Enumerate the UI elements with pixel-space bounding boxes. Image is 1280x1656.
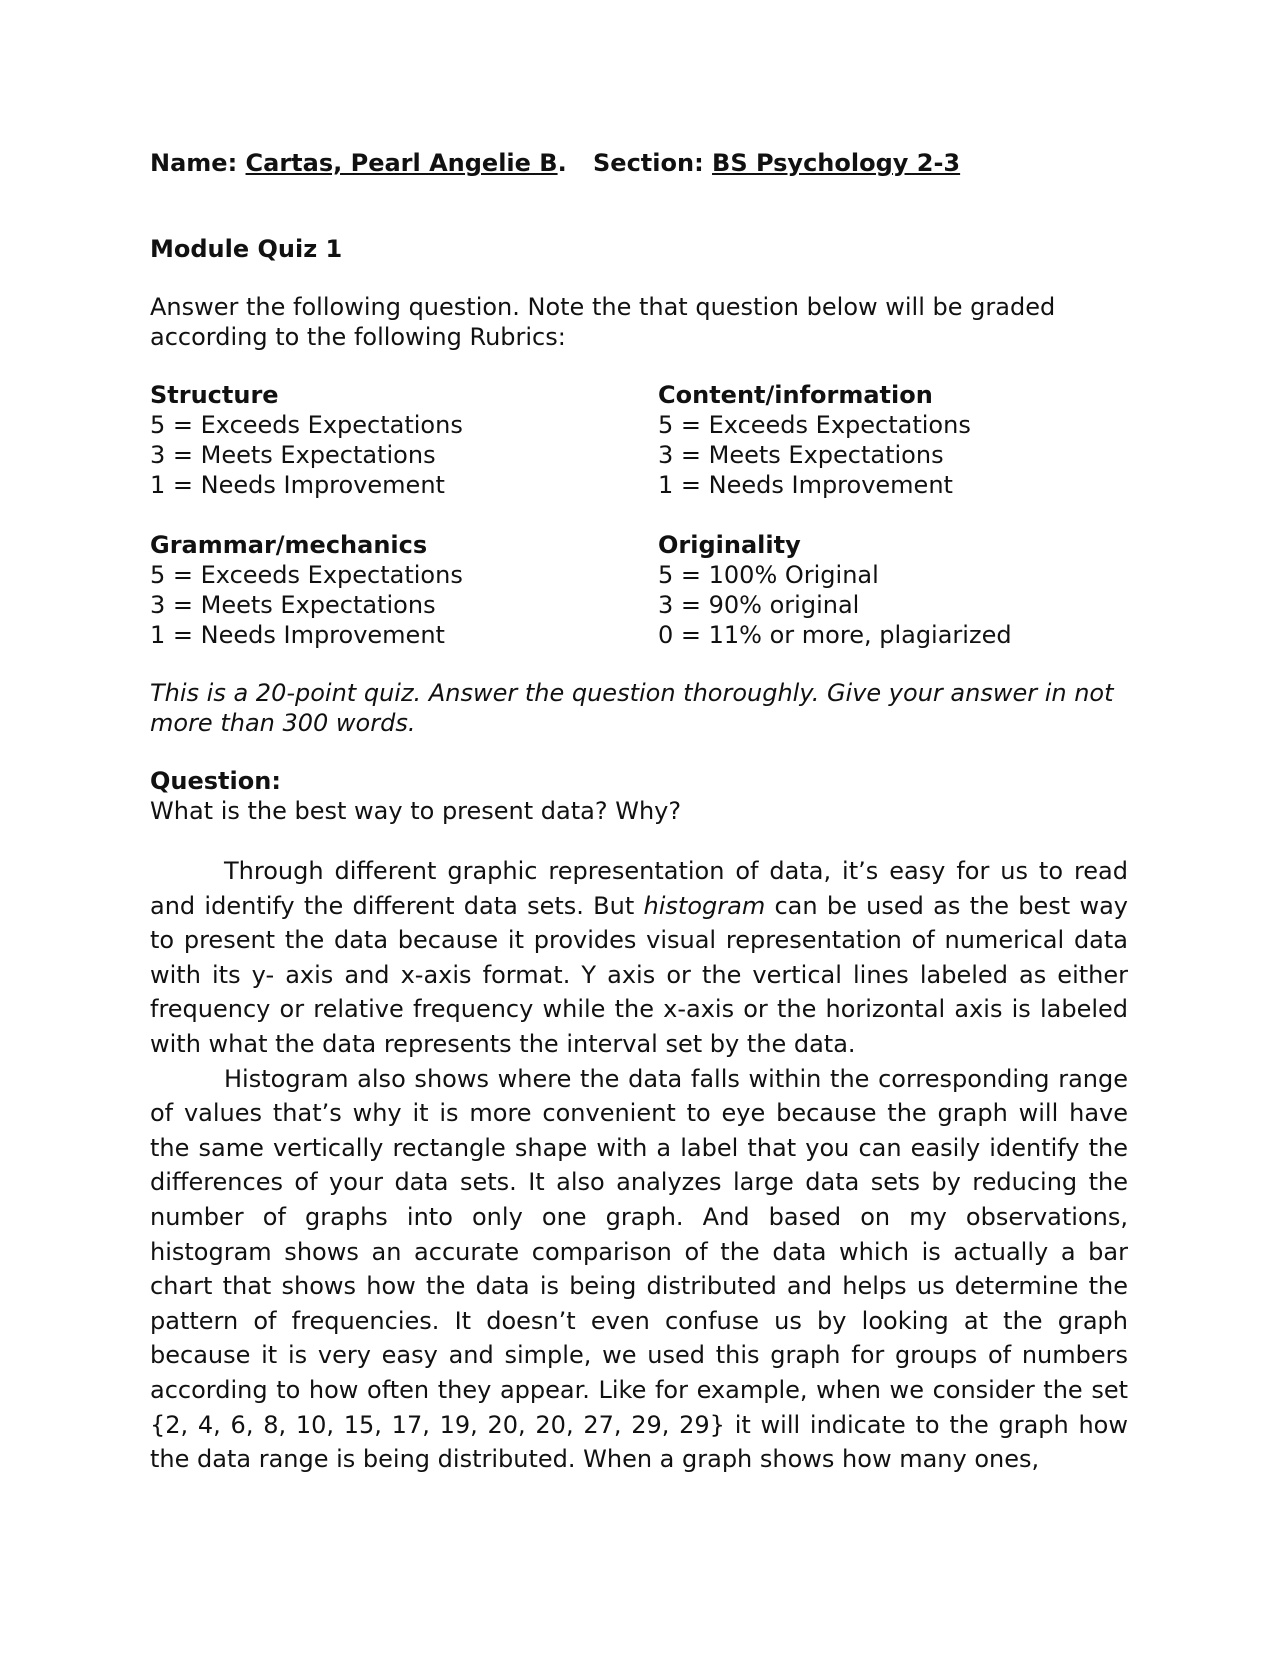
answer-text: Through different graphic representation of data, it’s easy for us to read and identify the different data sets. But [150,857,1128,920]
rubric-item: 5 = 100% Original [658,561,879,589]
rubric-item: 5 = Exceeds Expectations [150,561,463,589]
quiz-note: This is a 20-point quiz. Answer the question thoroughly. Give your answer in not more than 300 words. [150,679,1114,737]
rubric-item: 0 = 11% or more, plagiarized [658,621,1012,649]
rubric-item: 1 = Needs Improvement [150,471,445,499]
question-text: What is the best way to present data? Why? [150,797,682,825]
rubric-heading: Originality [658,531,801,559]
answer-paragraph-2: Histogram also shows where the data falls within the corresponding range of values that’s why it is more convenient to eye because the graph will have the same vertically rectangle shape with a label that you can easily identify the differences of your data sets. It also analyzes large data sets by reducing the number of graphs into only one graph. And based on my observations, histogram shows an accurate comparison of the data which is actually a bar chart that shows how the data is being distributed and helps us determine the pattern of frequencies. It doesn’t even confuse us by looking at the graph because it is very easy and simple, we used this graph for groups of numbers according to how often they appear. Like for example, when we consider the set {2, 4, 6, 8, 10, 15, 17, 19, 20, 20, 27, 29, 29} it will indicate to the graph how the data range is being distributed. When a graph shows how many ones, [150,1064,1128,1474]
name-label: Name: [150,149,238,177]
rubric-item: 5 = Exceeds Expectations [658,411,971,439]
rubric-grammar-mechanics [150,530,620,650]
rubric-content-information [658,380,1128,500]
rubric-item: 3 = Meets Expectations [150,591,436,619]
rubric-item: 3 = Meets Expectations [658,441,944,469]
quiz-title: Module Quiz 1 [150,235,343,263]
rubric-structure [150,380,620,500]
section-value: BS Psychology 2-3 [712,149,961,177]
question-label: Question: [150,767,281,795]
rubric-item: 1 = Needs Improvement [658,471,953,499]
rubric-heading: Content/information [658,381,933,409]
document-page [150,148,1128,1477]
section-label: Section: [593,149,704,177]
rubric-heading: Grammar/mechanics [150,531,428,559]
name-period: . [557,149,567,177]
student-name: Cartas, Pearl Angelie B [245,149,558,177]
rubrics-grid [150,380,1128,650]
rubric-item: 1 = Needs Improvement [150,621,445,649]
section-block [593,148,960,178]
rubric-heading: Structure [150,381,279,409]
student-header [150,148,1128,182]
rubric-item: 5 = Exceeds Expectations [150,411,463,439]
answer-body [150,854,1128,1477]
instructions-text: Answer the following question. Note the that question below will be graded according to the following Rubrics: [150,293,1056,351]
rubric-originality [658,530,1128,650]
rubric-item: 3 = Meets Expectations [150,441,436,469]
answer-text: can be used as the best way to present the data because it provides visual representation of numerical data with its y- axis and x-axis format. Y axis or the vertical lines labeled as either frequency or relative frequency while the x-axis or the horizontal axis is labeled with what the data represents the interval set by the data. [150,891,1129,1058]
rubric-item: 3 = 90% original [658,591,860,619]
answer-paragraph-1 [150,854,1128,1062]
answer-emphasis: histogram [643,891,766,920]
